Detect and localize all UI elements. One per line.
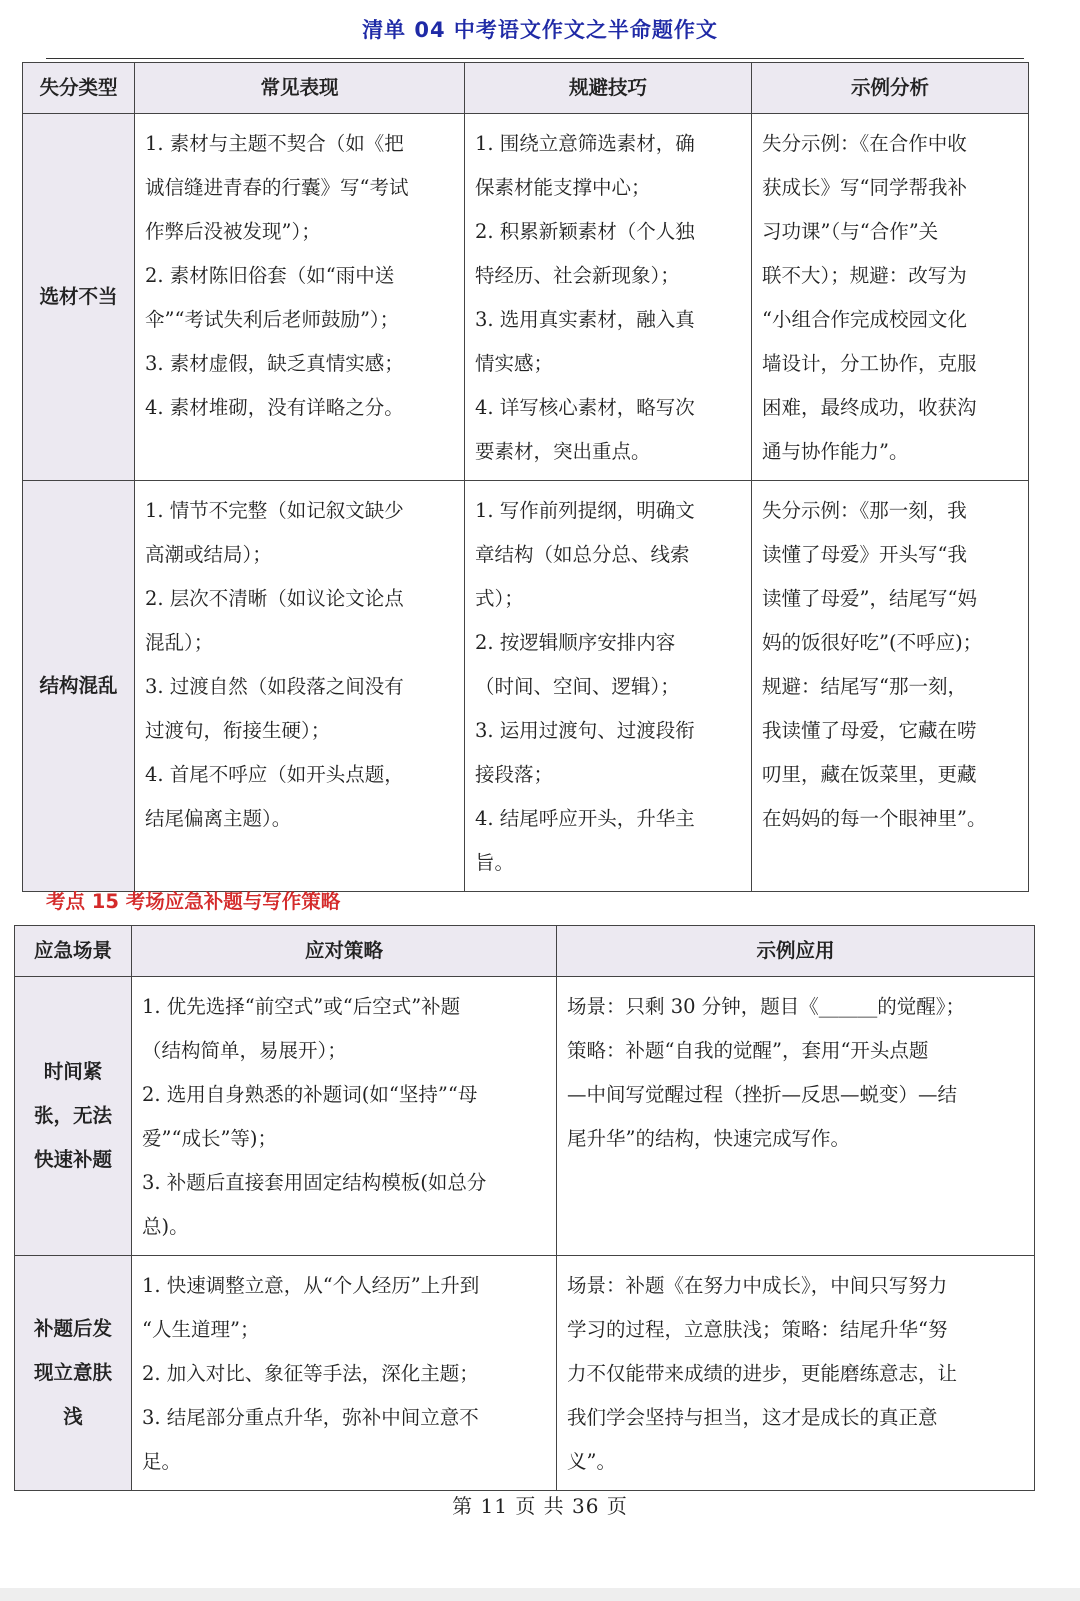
- cell-line: 读懂了母爱》开头写“我: [762, 543, 967, 566]
- cell-line: 补题后发: [33, 1317, 112, 1340]
- row-label: [15, 1256, 132, 1491]
- cell-line: 3. 过渡自然（如段落之间没有: [145, 675, 404, 698]
- cell-line: 2. 素材陈旧俗套（如“雨中送: [145, 264, 395, 287]
- row-label: 结构混乱: [23, 481, 135, 892]
- cell-line: 2. 积累新颖素材（个人独: [475, 220, 695, 243]
- cell-line: 伞”“考试失利后老师鼓励”）；: [145, 308, 400, 331]
- cell-line: 情实感；: [475, 352, 554, 375]
- strategy-cell: [132, 977, 557, 1256]
- cell-line: 墙设计，分工协作，克服: [762, 352, 977, 375]
- cell-line: 章结构（如总分总、线索: [475, 543, 690, 566]
- cell-line: 爱”“成长”等)；: [142, 1127, 278, 1150]
- cell-line: 张，无法: [33, 1104, 112, 1127]
- cell-line: 4. 详写核心素材，略写次: [475, 396, 695, 419]
- cell-line: 浅: [63, 1405, 83, 1428]
- cell-line: 3. 选用真实素材，融入真: [475, 308, 695, 331]
- table-row: [15, 1256, 1035, 1491]
- cell-line: 式）；: [475, 587, 524, 610]
- cell-line: 力不仅能带来成绩的进步，更能磨练意志，让: [567, 1362, 958, 1385]
- cell-line: 3. 结尾部分重点升华，弥补中间立意不: [142, 1406, 479, 1429]
- cell-line: 4. 结尾呼应开头，升华主: [475, 807, 695, 830]
- column-header: 常见表现: [135, 63, 465, 114]
- cell-line: 策略：补题“自我的觉醒”，套用“开头点题: [567, 1039, 929, 1062]
- table-header-row: [23, 63, 1029, 114]
- column-header: 应对策略: [132, 926, 557, 977]
- page-number: 第 11 页 共 36 页: [452, 1494, 628, 1518]
- emergency-table: [14, 925, 1035, 1491]
- cell-line: 2. 加入对比、象征等手法，深化主题；: [142, 1362, 479, 1385]
- column-header: 示例应用: [557, 926, 1035, 977]
- table-row: [23, 114, 1029, 481]
- cell-line: 获成长》写“同学帮我补: [762, 176, 967, 199]
- cell-line: （结构简单，易展开）；: [142, 1039, 347, 1062]
- cell-line: 读懂了母爱”，结尾写“妈: [762, 587, 977, 610]
- cell-line: 在妈妈的每一个眼神里”。: [762, 807, 987, 830]
- cell-line: 失分示例：《那一刻，我: [762, 499, 967, 522]
- cell-line: 诚信缝进青春的行囊》写“考试: [145, 176, 409, 199]
- common-cell: [135, 481, 465, 892]
- cell-line: 特经历、社会新现象）；: [475, 264, 680, 287]
- cell-line: 1. 快速调整立意，从“个人经历”上升到: [142, 1274, 480, 1297]
- cell-line: 我读懂了母爱，它藏在唠: [762, 719, 977, 742]
- cell-line: 高潮或结局）；: [145, 543, 272, 566]
- cell-line: 接段落；: [475, 763, 554, 786]
- example-cell: [557, 977, 1035, 1256]
- cell-line: “小组合作完成校园文化: [762, 308, 967, 331]
- example-cell: [752, 114, 1029, 481]
- cell-line: 场景：只剩 30 分钟，题目《______的觉醒》；: [567, 995, 965, 1018]
- bottom-bar: [0, 1588, 1080, 1601]
- cell-line: （时间、空间、逻辑）；: [475, 675, 680, 698]
- cell-line: 我们学会坚持与担当，这才是成长的真正意: [567, 1406, 938, 1429]
- cell-line: “人生道理”；: [142, 1318, 260, 1341]
- cell-line: 2. 按逻辑顺序安排内容: [475, 631, 676, 654]
- deduction-table: [22, 62, 1029, 892]
- cell-line: 1. 素材与主题不契合（如《把: [145, 132, 404, 155]
- cell-line: 1. 情节不完整（如记叙文缺少: [145, 499, 404, 522]
- cell-line: 过渡句，衔接生硬）；: [145, 719, 331, 742]
- cell-line: 2. 选用自身熟悉的补题词(如“坚持”“母: [142, 1083, 478, 1106]
- row-label: [15, 977, 132, 1256]
- cell-line: 1. 写作前列提纲，明确文: [475, 499, 695, 522]
- cell-line: 足。: [142, 1450, 182, 1473]
- cell-line: 作弊后没被发现”）；: [145, 220, 321, 243]
- strategy-cell: [132, 1256, 557, 1491]
- cell-line: 现立意肤: [33, 1361, 112, 1384]
- cell-line: 联不大）；规避：改写为: [762, 264, 967, 287]
- column-header: 示例分析: [752, 63, 1029, 114]
- cell-line: 结尾偏离主题）。: [145, 807, 292, 830]
- cell-line: 3. 素材虚假，缺乏真情实感；: [145, 352, 404, 375]
- cell-line: 规避：结尾写“那一刻，: [762, 675, 967, 698]
- cell-line: 总)。: [142, 1215, 189, 1238]
- cell-line: —中间写觉醒过程（挫折—反思—蜕变）—结: [567, 1083, 958, 1106]
- cell-line: 3. 补题后直接套用固定结构模板(如总分: [142, 1171, 487, 1194]
- cell-line: 保素材能支撑中心；: [475, 176, 651, 199]
- cell-line: 2. 层次不清晰（如议论文论点: [145, 587, 404, 610]
- title-divider: [46, 58, 1024, 59]
- cell-line: 学习的过程，立意肤浅；策略：结尾升华“努: [567, 1318, 948, 1341]
- cell-line: 失分示例：《在合作中收: [762, 132, 967, 155]
- cell-line: 义”。: [567, 1450, 616, 1473]
- table-header-row: [15, 926, 1035, 977]
- cell-line: 叨里，藏在饭菜里，更藏: [762, 763, 977, 786]
- tips-cell: [465, 481, 752, 892]
- row-label: 选材不当: [23, 114, 135, 481]
- cell-line: 要素材，突出重点。: [475, 440, 651, 463]
- cell-line: 时间紧: [43, 1060, 103, 1083]
- cell-line: 尾升华”的结构，快速完成写作。: [567, 1127, 850, 1150]
- page-title: 清单 04 中考语文作文之半命题作文: [362, 18, 718, 42]
- cell-line: 困难，最终成功，收获沟: [762, 396, 977, 419]
- example-cell: [752, 481, 1029, 892]
- cell-line: 通与协作能力”。: [762, 440, 909, 463]
- cell-line: 1. 优先选择“前空式”或“后空式”补题: [142, 995, 461, 1018]
- example-cell: [557, 1256, 1035, 1491]
- cell-line: 妈的饭很好吃”(不呼应)；: [762, 631, 983, 654]
- cell-line: 1. 围绕立意筛选素材，确: [475, 132, 695, 155]
- common-cell: [135, 114, 465, 481]
- column-header: 应急场景: [15, 926, 132, 977]
- column-header: 规避技巧: [465, 63, 752, 114]
- cell-line: 习功课”（与“合作”关: [762, 220, 939, 243]
- table-row: [15, 977, 1035, 1256]
- cell-line: 4. 素材堆砌，没有详略之分。: [145, 396, 404, 419]
- cell-line: 快速补题: [33, 1148, 112, 1171]
- cell-line: 3. 运用过渡句、过渡段衔: [475, 719, 695, 742]
- cell-line: 场景：补题《在努力中成长》，中间只写努力: [567, 1274, 948, 1297]
- table-row: [23, 481, 1029, 892]
- tips-cell: [465, 114, 752, 481]
- cell-line: 旨。: [475, 851, 515, 874]
- cell-line: 混乱）；: [145, 631, 214, 654]
- section-heading: 考点 15 考场应急补题与写作策略: [46, 890, 341, 913]
- cell-line: 4. 首尾不呼应（如开头点题，: [145, 763, 404, 786]
- column-header: 失分类型: [23, 63, 135, 114]
